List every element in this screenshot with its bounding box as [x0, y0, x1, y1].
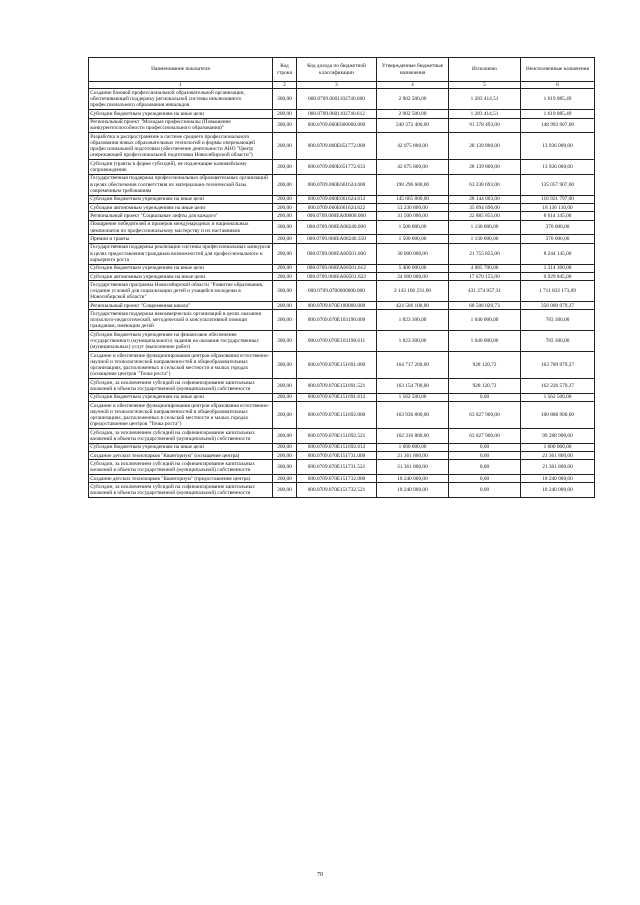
row-indicator-name: Разработка и распространение в системе среднего профессионального образования новых образовательных технологий и формы опережающей профессиональной подготовки (обеспечение деятельности АНО "Центр опережающей профессиональной подготовки Новосибирской области") [89, 133, 273, 160]
row-line-code: 200,00 [273, 118, 297, 133]
row-unexecuted-value: 162 226 579,27 [521, 379, 595, 394]
header-approved: Утвержденные бюджетные назначения [377, 58, 449, 82]
row-income-code: 000.0709.070E151691.612 [297, 393, 377, 401]
row-approved-value: 1 823 300,00 [377, 310, 449, 331]
row-executed-value: 91 378 493,00 [449, 118, 521, 133]
table-row [89, 110, 595, 118]
row-indicator-name: Субсидии, за исключением субсидий на софинансирование капитальных вложений в объекты государственной (муниципальной) собственности [89, 429, 273, 444]
row-indicator-name: Субсидии бюджетным учреждениям на иные цели [89, 110, 273, 118]
table-row [89, 402, 595, 429]
row-executed-value: 4 085 700,00 [449, 264, 521, 272]
row-unexecuted-value: 1 562 500,00 [521, 393, 595, 401]
row-income-code: 000.0709.070E103190.000 [297, 310, 377, 331]
row-indicator-name: Государственная поддержка реализации системы профессиональных конкурсов в целях предоставления гражданам возможностей для профессионального и карьерного роста [89, 243, 273, 264]
row-executed-value: 1 283 414,51 [449, 110, 521, 118]
table-row [89, 220, 595, 235]
table-row [89, 310, 595, 331]
row-indicator-name: Создание базовой профессиональной образовательной организации, обеспечивающей поддержку региональной системы инклюзивного профессионального образования инвалидов [89, 89, 273, 110]
row-line-code: 200,00 [273, 331, 297, 352]
row-unexecuted-value: 370 000,00 [521, 220, 595, 235]
row-unexecuted-value: 8 244 145,00 [521, 243, 595, 264]
row-line-code: 200,00 [273, 443, 297, 451]
row-line-code: 200,00 [273, 483, 297, 498]
row-line-code: 200,00 [273, 302, 297, 310]
row-approved-value: 163 154 700,00 [377, 379, 449, 394]
row-indicator-name: Региональный проект "Социальные лифты для каждого" [89, 212, 273, 220]
table-row [89, 174, 595, 195]
table-row [89, 160, 595, 175]
row-line-code: 200,00 [273, 452, 297, 460]
row-income-code: 000.0709.070E100000.000 [297, 302, 377, 310]
row-unexecuted-value: 18 240 000,00 [521, 475, 595, 483]
row-approved-value: 1 600 000,00 [377, 443, 449, 451]
column-number: 2 [273, 82, 297, 89]
row-unexecuted-value: 13 936 000,00 [521, 133, 595, 160]
row-line-code: 200,00 [273, 133, 297, 160]
row-executed-value: 28 144 003,00 [449, 195, 521, 203]
row-indicator-name: Субсидии, за исключением субсидий на софинансирование капитальных вложений в объекты государственной (муниципальной) собственности [89, 483, 273, 498]
row-indicator-name: Государственная поддержка профессиональных образовательных организаций в целях обеспечения соответствия их материально-технической базы современным требованиям [89, 174, 273, 195]
row-executed-value: 1 040 000,00 [449, 331, 521, 352]
row-approved-value: 21 361 800,00 [377, 460, 449, 475]
row-approved-value: 2 143 106 231,00 [377, 281, 449, 302]
row-approved-value: 240 372 400,00 [377, 118, 449, 133]
row-line-code: 200,00 [273, 235, 297, 243]
row-line-code: 200,00 [273, 475, 297, 483]
row-executed-value: 1 040 000,00 [449, 310, 521, 331]
row-income-code: 000.0709.060EA60501.622 [297, 272, 377, 280]
row-executed-value: 1 130 000,00 [449, 220, 521, 235]
table-row [89, 235, 595, 243]
table-row [89, 264, 595, 272]
row-indicator-name: Субсидии (гранты в форме субсидий), не подлежащие казначейскому сопровождению [89, 160, 273, 175]
row-approved-value: 18 240 000,00 [377, 483, 449, 498]
row-executed-value: 21 755 855,00 [449, 243, 521, 264]
row-approved-value: 30 000 000,00 [377, 243, 449, 264]
table-header-row [89, 58, 595, 82]
table-row [89, 302, 595, 310]
row-approved-value: 163 936 800,00 [377, 402, 449, 429]
row-executed-value: 28 139 800,00 [449, 133, 521, 160]
row-unexecuted-value: 6 929 845,00 [521, 272, 595, 280]
table-row [89, 460, 595, 475]
row-line-code: 200,00 [273, 220, 297, 235]
table-row [89, 483, 595, 498]
row-indicator-name: Поощрение победителей и призеров международных и национальных чемпионатов по профессиональному мастерству и их наставников [89, 220, 273, 235]
row-line-code: 200,00 [273, 429, 297, 444]
row-income-code: 000.0709.060EA60501.612 [297, 264, 377, 272]
row-line-code: 200,00 [273, 243, 297, 264]
row-line-code: 200,00 [273, 310, 297, 331]
row-unexecuted-value: 783 300,00 [521, 331, 595, 352]
row-income-code: 000.0709.060E651772.000 [297, 133, 377, 160]
page-number: 70 [317, 872, 323, 878]
row-line-code: 200,00 [273, 110, 297, 118]
row-approved-value: 424 506 100,00 [377, 302, 449, 310]
column-number: 1 [89, 82, 273, 89]
table-row [89, 379, 595, 394]
row-approved-value: 1 500 000,00 [377, 220, 449, 235]
row-income-code: 000.0709.070E151692.612 [297, 443, 377, 451]
row-executed-value: 17 670 155,00 [449, 272, 521, 280]
row-income-code: 000.0709.0601102740.000 [297, 89, 377, 110]
row-income-code: 000.0709.070E151731.000 [297, 452, 377, 460]
report-sheet [88, 57, 594, 498]
row-income-code: 000.0709.0601102740.612 [297, 110, 377, 118]
row-executed-value: 0,00 [449, 483, 521, 498]
row-indicator-name: Создание детских технопарков "Кванториум" (оснащение центра) [89, 452, 273, 460]
row-approved-value: 42 075 800,00 [377, 133, 449, 160]
row-approved-value: 53 230 800,00 [377, 203, 449, 211]
row-unexecuted-value: 18 240 000,00 [521, 483, 595, 498]
row-indicator-name: Субсидии автономным учреждениям на иные цели [89, 203, 273, 211]
row-income-code: 000.0709.060E651772.633 [297, 160, 377, 175]
row-approved-value: 145 065 800,00 [377, 195, 449, 203]
row-line-code: 200,00 [273, 203, 297, 211]
row-unexecuted-value: 99 288 900,00 [521, 429, 595, 444]
row-unexecuted-value: 356 000 079,27 [521, 302, 595, 310]
row-indicator-name: Субсидии, за исключением субсидий на софинансирование капитальных вложений в объекты государственной (муниципальной) собственности [89, 379, 273, 394]
row-income-code: 000.0709.070E151731.521 [297, 460, 377, 475]
row-line-code: 200,00 [273, 195, 297, 203]
table-row [89, 429, 595, 444]
row-line-code: 200,00 [273, 460, 297, 475]
header-executed: Исполнено [449, 58, 521, 82]
row-approved-value: 1 823 300,00 [377, 331, 449, 352]
table-row [89, 272, 595, 280]
row-executed-value: 1 130 000,00 [449, 235, 521, 243]
row-indicator-name: Региональный проект "Современная школа" [89, 302, 273, 310]
table-row [89, 352, 595, 379]
table-row [89, 281, 595, 302]
row-executed-value: 35 094 690,00 [449, 203, 521, 211]
row-unexecuted-value: 8 614 145,00 [521, 212, 595, 220]
table-row [89, 393, 595, 401]
row-indicator-name: Государственная поддержка некоммерческих организаций в целях оказания психолого-педагогической, методической и консультативной помощи гражданам, имеющим детей [89, 310, 273, 331]
row-indicator-name: Государственная программа Новосибирской области "Развитие образования, создание условий для социализации детей и учащейся молодежи в Новосибирской области" [89, 281, 273, 302]
row-unexecuted-value: 783 300,00 [521, 310, 595, 331]
row-indicator-name: Субсидии бюджетным учреждениям на иные цели [89, 195, 273, 203]
row-income-code: 000.0709.070E151691.000 [297, 352, 377, 379]
row-income-code: 000.0709.070E103190.611 [297, 331, 377, 352]
row-income-code: 000.0709.060EA08240.350 [297, 235, 377, 243]
row-income-code: 000.0709.060EA00000.000 [297, 212, 377, 220]
column-number: 5 [449, 82, 521, 89]
row-unexecuted-value: 21 361 800,00 [521, 452, 595, 460]
row-unexecuted-value: 1 619 085,49 [521, 110, 595, 118]
row-executed-value: 0,00 [449, 443, 521, 451]
row-line-code: 200,00 [273, 281, 297, 302]
row-indicator-name: Субсидии автономным учреждениям на иные цели [89, 272, 273, 280]
row-executed-value: 928 120,73 [449, 352, 521, 379]
row-executed-value: 1 283 414,51 [449, 89, 521, 110]
table-row [89, 203, 595, 211]
row-line-code: 200,00 [273, 264, 297, 272]
row-unexecuted-value: 18 136 110,00 [521, 203, 595, 211]
row-approved-value: 198 296 600,00 [377, 174, 449, 195]
row-unexecuted-value: 1 711 832 173,69 [521, 281, 595, 302]
row-executed-value: 28 139 800,00 [449, 160, 521, 175]
row-unexecuted-value: 13 936 000,00 [521, 160, 595, 175]
row-line-code: 200,00 [273, 89, 297, 110]
row-unexecuted-value: 1 600 000,00 [521, 443, 595, 451]
row-line-code: 200,00 [273, 272, 297, 280]
column-number: 6 [521, 82, 595, 89]
row-approved-value: 18 240 000,00 [377, 475, 449, 483]
row-indicator-name: Региональный проект "Молодые профессионалы (Повышение конкурентоспособности профессионального образования)" [89, 118, 273, 133]
row-unexecuted-value: 370 000,00 [521, 235, 595, 243]
table-body [89, 89, 595, 498]
row-line-code: 200,00 [273, 393, 297, 401]
table-row [89, 133, 595, 160]
row-line-code: 200,00 [273, 212, 297, 220]
budget-execution-table [88, 57, 595, 498]
row-indicator-name: Создание детских технопарков "Кванториум" (предоставление центра) [89, 475, 273, 483]
row-line-code: 200,00 [273, 352, 297, 379]
row-executed-value: 63 027 900,00 [449, 429, 521, 444]
row-executed-value: 22 885 855,00 [449, 212, 521, 220]
row-indicator-name: Субсидии бюджетным учреждениям на иные цели [89, 443, 273, 451]
row-executed-value: 68 506 020,73 [449, 302, 521, 310]
table-row [89, 118, 595, 133]
row-line-code: 200,00 [273, 174, 297, 195]
header-indicator-name: Наименование показателя [89, 58, 273, 82]
row-indicator-name: Субсидии бюджетным учреждениям на финансовое обеспечение государственного (муниципального) задания на оказание государственных (муниципальных) услуг (выполнение работ) [89, 331, 273, 352]
row-income-code: 000.0709.0700000000.000 [297, 281, 377, 302]
row-indicator-name: Субсидии бюджетным учреждениям на иные цели [89, 393, 273, 401]
row-executed-value: 928 120,73 [449, 379, 521, 394]
table-row [89, 452, 595, 460]
table-row [89, 212, 595, 220]
row-approved-value: 1 500 000,00 [377, 235, 449, 243]
row-income-code: 000.0709.060E600000.000 [297, 118, 377, 133]
table-row [89, 443, 595, 451]
row-income-code: 000.0709.070E151692.000 [297, 402, 377, 429]
row-income-code: 000.0709.060EA08240.000 [297, 220, 377, 235]
row-unexecuted-value: 163 789 079,27 [521, 352, 595, 379]
row-executed-value: 431 274 057,31 [449, 281, 521, 302]
row-executed-value: 0,00 [449, 460, 521, 475]
row-approved-value: 2 902 500,00 [377, 110, 449, 118]
row-unexecuted-value: 148 993 907,00 [521, 118, 595, 133]
header-unexecuted: Неисполненные назначения [521, 58, 595, 82]
row-income-code: 000.0709.060E661624.000 [297, 174, 377, 195]
header-line-code: Код строки [273, 58, 297, 82]
row-line-code: 200,00 [273, 379, 297, 394]
table-row [89, 243, 595, 264]
table-row [89, 89, 595, 110]
row-unexecuted-value: 1 619 085,49 [521, 89, 595, 110]
row-executed-value: 0,00 [449, 452, 521, 460]
row-indicator-name: Создание и обеспечение функционирования центров образования естественно-научной и технологической направленностей в общеобразовательных организациях, расположенных в сельской местности и малых городах (оснащение центров "Точка роста") [89, 352, 273, 379]
table-row [89, 475, 595, 483]
row-approved-value: 162 316 800,00 [377, 429, 449, 444]
row-indicator-name: Субсидии бюджетным учреждениям на иные цели [89, 264, 273, 272]
table-row [89, 195, 595, 203]
row-income-code: 000.0709.060E661624.612 [297, 195, 377, 203]
header-income-code: Код дохода по бюджетной классификации [297, 58, 377, 82]
row-approved-value: 1 562 500,00 [377, 393, 449, 401]
row-income-code: 000.0709.060EA60501.000 [297, 243, 377, 264]
row-unexecuted-value: 135 057 907,00 [521, 174, 595, 195]
row-approved-value: 5 400 000,00 [377, 264, 449, 272]
row-unexecuted-value: 116 921 797,00 [521, 195, 595, 203]
row-executed-value: 0,00 [449, 475, 521, 483]
row-income-code: 000.0709.070E151732.000 [297, 475, 377, 483]
row-approved-value: 42 075 800,00 [377, 160, 449, 175]
row-income-code: 000.0709.070E151691.521 [297, 379, 377, 394]
row-executed-value: 63 027 900,00 [449, 402, 521, 429]
row-approved-value: 2 902 500,00 [377, 89, 449, 110]
row-executed-value: 0,00 [449, 393, 521, 401]
row-approved-value: 31 500 000,00 [377, 212, 449, 220]
column-number-row [89, 82, 595, 89]
row-income-code: 000.0709.060E661624.622 [297, 203, 377, 211]
row-line-code: 200,00 [273, 160, 297, 175]
row-executed-value: 63 238 693,00 [449, 174, 521, 195]
row-approved-value: 164 717 200,00 [377, 352, 449, 379]
row-income-code: 000.0709.070E151692.521 [297, 429, 377, 444]
row-income-code: 000.0709.070E151732.521 [297, 483, 377, 498]
row-line-code: 200,00 [273, 402, 297, 429]
row-unexecuted-value: 21 361 800,00 [521, 460, 595, 475]
column-number: 3 [297, 82, 377, 89]
row-approved-value: 24 600 000,00 [377, 272, 449, 280]
row-indicator-name: Субсидии, за исключением субсидий на софинансирование капитальных вложений в объекты государственной (муниципальной) собственности [89, 460, 273, 475]
row-indicator-name: Создание и обеспечение функционирования центров образования естественно-научной и технологической направленностей в общеобразовательных организациях, расположенных в сельской местности и малых городах (предоставление центров "Точка роста") [89, 402, 273, 429]
table-row [89, 331, 595, 352]
row-unexecuted-value: 100 888 900,00 [521, 402, 595, 429]
column-number: 4 [377, 82, 449, 89]
row-indicator-name: Премии и гранты [89, 235, 273, 243]
row-approved-value: 21 361 800,00 [377, 452, 449, 460]
row-unexecuted-value: 1 314 300,00 [521, 264, 595, 272]
